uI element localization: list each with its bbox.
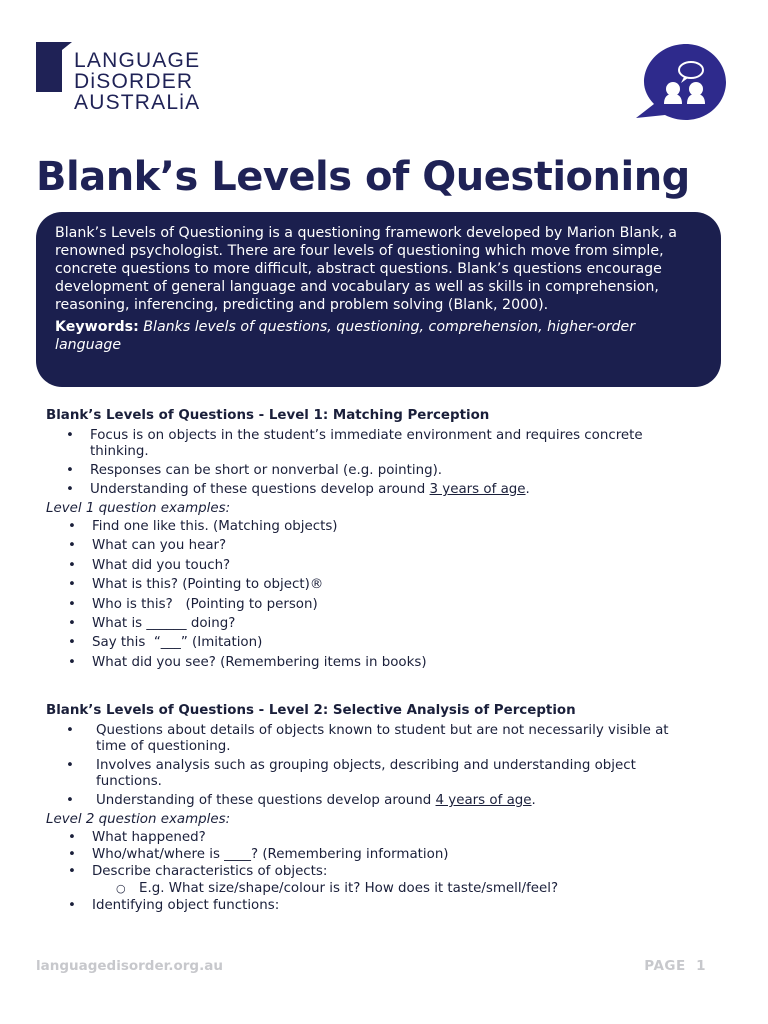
logo-line-2: DiSORDER xyxy=(74,70,194,93)
intro-text: Blank’s Levels of Questioning is a questioning framework developed by Marion Blank, a renowned psychologist. There are four levels of questioning which move from simple, concrete questions to more difficult, abstract questions. Blank’s questions encourage development of general language and vocabulary as well as skills in comprehension, reasoning, inferencing, predicting and problem solving (Blank, 2000). xyxy=(55,225,677,313)
logo-wordmark xyxy=(74,50,200,113)
list-item: • What is ______ doing? xyxy=(46,616,726,632)
list-item: • What did you touch? xyxy=(46,558,726,574)
level-2-heading: Blank’s Levels of Questions - Level 2: Selective Analysis of Perception xyxy=(46,703,576,718)
age-value: 3 years of age xyxy=(429,482,526,497)
logo-line-3: AUSTRALiA xyxy=(74,91,201,114)
logo-mark-icon xyxy=(36,42,72,118)
keywords-label: Keywords: xyxy=(55,319,139,335)
age-suffix: . xyxy=(531,793,536,808)
list-item: • What is this? (Pointing to object)® xyxy=(46,577,726,593)
level-2-examples xyxy=(46,830,726,914)
list-item: • Find one like this. (Matching objects) xyxy=(46,519,726,535)
level-1-section xyxy=(46,408,726,674)
list-item: • Focus is on objects in the student’s immediate environment and requires concrete thinking. xyxy=(46,428,726,460)
list-item: • Say this “___” (Imitation) xyxy=(46,635,726,651)
level-1-examples-label: Level 1 question examples: xyxy=(46,501,231,516)
list-item: • What did you see? (Remembering items in books) xyxy=(46,655,726,671)
page-number: PAGE 1 xyxy=(644,958,706,974)
list-item: • Who is this? (Pointing to person) xyxy=(46,597,726,613)
logo-line-1: LANGUAGE xyxy=(74,49,201,72)
list-item: • What can you hear? xyxy=(46,538,726,554)
list-item: • Involves analysis such as grouping objects, describing and understanding object functions. xyxy=(46,758,726,790)
level-2-examples-label: Level 2 question examples: xyxy=(46,812,231,827)
age-suffix: . xyxy=(525,482,530,497)
age-value: 4 years of age xyxy=(435,793,532,808)
level-2-section xyxy=(46,703,726,917)
age-prefix: Understanding of these questions develop around xyxy=(90,482,430,497)
list-item: • Describe characteristics of objects: xyxy=(46,864,726,880)
list-item xyxy=(46,482,726,498)
list-item xyxy=(46,793,726,809)
level-1-examples xyxy=(46,519,726,671)
list-item: • Responses can be short or nonverbal (e.g. pointing). xyxy=(46,463,726,479)
keywords-text: Blanks levels of questions, questioning, comprehension, higher-order language xyxy=(55,319,636,353)
level-1-points xyxy=(46,428,726,498)
footer-url: languagedisorder.org.au xyxy=(36,958,223,974)
level-1-heading: Blank’s Levels of Questions - Level 1: Matching Perception xyxy=(46,408,490,423)
keywords-line xyxy=(55,318,701,354)
intro-panel xyxy=(36,212,721,387)
list-item: • Questions about details of objects known to student but are not necessarily visible at time of questioning. xyxy=(46,723,726,755)
age-prefix: Understanding of these questions develop around xyxy=(96,793,436,808)
level-2-points xyxy=(46,723,726,809)
list-item: ○ E.g. What size/shape/colour is it? How does it taste/smell/feel? xyxy=(46,881,726,897)
list-item: • What happened? xyxy=(46,830,726,846)
page-title: Blank’s Levels of Questioning xyxy=(36,154,690,200)
list-item: • Who/what/where is ____? (Remembering information) xyxy=(46,847,726,863)
list-item: • Identifying object functions: xyxy=(46,898,726,914)
speech-bubble-icon xyxy=(634,42,730,124)
brand-logo xyxy=(36,42,226,118)
